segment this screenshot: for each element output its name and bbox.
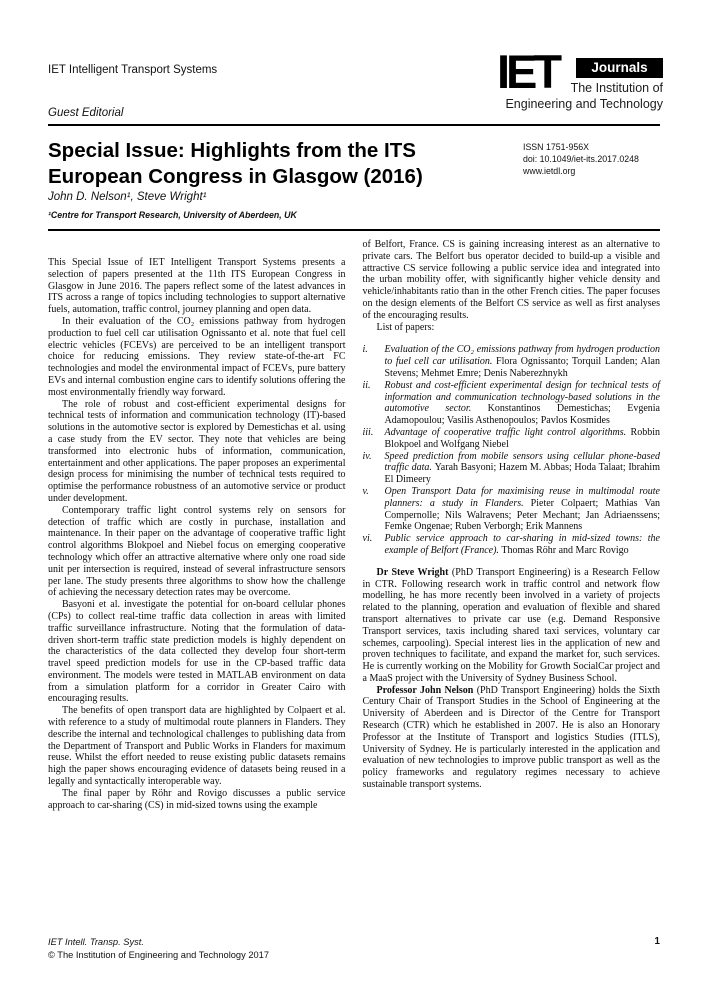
paper-number: iv.	[362, 450, 372, 462]
doi: doi: 10.1049/iet-its.2017.0248	[523, 154, 639, 164]
page-title-line2: European Congress in Glasgow (2016)	[48, 165, 423, 188]
affiliation-line: ¹Centre for Transport Research, University of Aberdeen, UK	[48, 210, 297, 220]
bios	[363, 567, 661, 791]
page-title-line1: Special Issue: Highlights from the ITS	[48, 139, 416, 162]
bio-paragraph: Dr Steve Wright (PhD Transport Engineering) is a Research Fellow in CTR. Following research work in traffic control and network flow modelling, he has more recently been involved in a variety of projects related to the planning, operation and evaluation of flexible and shared transport alternatives to private car use (e.g. Demand Responsive Transport services, taxis including shared taxi services, voluntary car schemes, carpooling). Special interest lies in the application of new and proven techniques to facilitate, and expand the market for, such services. He is currently working on the Mobility for Growth SocialCar project and a MaaS project with the University of Sydney Business School.	[362, 566, 660, 684]
institution-line2: Engineering and Technology	[505, 97, 663, 111]
issn-block	[523, 141, 639, 177]
paragraph: The benefits of open transport data are highlighted by Colpaert et al. with reference to a study of multimodal route planners in Flanders. They describe the internal and technological challenges to publishing data from the Department of Transport and Public Works in Flanders for maximum reuse. Whilst the effort needed to reuse existing public datasets remains high the paper shows encouraging evidence of datasets being reused in a legally and syntactically interoperable way.	[48, 705, 346, 788]
paragraph: The final paper by Röhr and Rovigo discusses a public service approach to car-sharing (CS) in mid-sized towns using the example	[48, 787, 346, 811]
footer-copyright: © The Institution of Engineering and Technology 2017	[48, 949, 270, 960]
paper-number: ii.	[362, 379, 371, 391]
paper-item	[363, 427, 661, 451]
paper-authors: Flora Ognissanto; Torquil Landen; Alan Stevens; Mehmet Emre; Denis Naberezhnykh	[384, 356, 660, 379]
paper-authors: Thomas Röhr and Marc Rovigo	[501, 544, 629, 556]
paragraph: Basyoni et al. investigate the potential for on-board cellular phones (CPs) to collect real-time traffic data collection in areas with limited traffic surveillance infrastructure. Noting that the formulation of data-driven short-term traffic state prediction models is highly dependent on the characteristics of the data collected they develop four short-term travel speed prediction models for use in the CP-based traffic data environment. The models were tested in MATLAB environment on data from a simulation platform for a corridor in Greater Cairo with encouraging results.	[48, 599, 346, 705]
journal-name: IET Intelligent Transport Systems	[48, 64, 218, 76]
paper-authors: Konstantinos Demestichas; Evgenia Adamopoulou; Vasilis Asthenopoulos; Pavlos Kosmides	[384, 403, 660, 427]
paper-title: Public service approach to car-sharing in mid-sized towns: the example of Belfort (France).	[384, 533, 660, 556]
journals-badge: Journals	[576, 58, 663, 78]
paper-title: Open Transport Data for maximising reuse in multimodal route planners: a study in Flanders.	[384, 485, 660, 509]
paper-number: vi.	[362, 533, 373, 545]
paragraph: of Belfort, France. CS is gaining increasing interest as an alternative to private cars. The Belfort bus operator decided to build-up a visible and attractive CS service following a public service idea and integrated into the urban mobility offer, with significantly higher vehicle density and vehicle/inhabitants ratio than in the other French cities. The paper focuses on the design elements of the Belfort CS service as well as first analyses of the encouraging results.	[362, 239, 660, 321]
bio-name: Dr Steve Wright	[376, 566, 449, 578]
right-column	[363, 239, 661, 811]
papers-list	[363, 344, 661, 556]
paper-item	[363, 451, 661, 486]
paper-authors: Yarah Basyoni; Hazem M. Abbas; Hoda Talaat; Ibrahim El Dimeery	[384, 462, 660, 486]
paper-number: v.	[362, 485, 369, 497]
footer-left	[48, 936, 269, 961]
iet-logo-letters: IET	[497, 45, 559, 98]
paper-title: Robust and cost-efficient experimental design for technical tests of information and communication technology-based solutions in the automotive sector.	[384, 379, 660, 415]
page-number: 1	[654, 936, 660, 947]
section-label: Guest Editorial	[48, 107, 124, 119]
authors-line: John D. Nelson¹, Steve Wright¹	[48, 191, 207, 203]
paper-title: Evaluation of the CO₂ emissions pathway from hydrogen production to fuel cell car utilisation.	[384, 344, 660, 368]
institution-line1: The Institution of	[570, 81, 663, 95]
paper-item	[363, 344, 661, 379]
paragraph: Contemporary traffic light control systems rely on sensors for detection of traffic which are costly in purchase, installation and maintenance. In their paper on the advantage of cooperative traffic light control algorithms Blokpoel and Niebel focus on emerging cooperative technology which offer an attractive alternative where only one road side unit per intersection is required, instead of several infrastructure sensors per lane. The study presents three algorithms to show how the challenge of achieving the necessary detection rates may be overcome.	[48, 504, 346, 599]
paragraph: In their evaluation of the CO₂ emissions pathway from hydrogen production to fuel cell car utilisation Ognissanto et al. note that fuel cell electric vehicles (FCEVs) are perceived to be an intelligent transport choice for reducing emissions. They review state-of-the-art FC technologies and model the environmental impact of FCEVs, pure battery EVs and internal combustion engine cars to identify solutions offering the most environmentally friendly way forward.	[48, 315, 346, 398]
bio-paragraph: Professor John Nelson (PhD Transport Engineering) holds the Sixth Century Chair of Transport Studies in the School of Engineering at the University of Aberdeen and is Director of the Centre for Transport Research (CTR) which he established in 2007. He is also an Honorary Professor at the Institute of Transport and logistics Studies (ITLS), University of Sydney. He is particularly interested in the application and evaluation of new technologies to improve public transport as well as the policy frameworks and regulatory regimes necessary to achieve sustainable transport systems.	[362, 684, 660, 791]
list-heading: List of papers:	[376, 321, 435, 333]
left-column	[48, 239, 346, 811]
journal-url: www.ietdl.org	[523, 166, 576, 176]
paper-number: i.	[362, 344, 368, 356]
paragraph: This Special Issue of IET Intelligent Transport Systems presents a selection of papers presented at the 11th ITS European Congress in Glasgow in June 2016. The papers reflect some of the latest advances in ITS across a range of topics including technologies to support alternative fuels, automation, traffic control, journey planning and open data.	[48, 257, 346, 316]
footer-journal-abbrev: IET Intell. Transp. Syst.	[48, 937, 144, 947]
iet-logo	[497, 45, 663, 114]
paper-authors: Robbin Blokpoel and Wolfgang Niebel	[384, 426, 660, 450]
bio-name: Professor John Nelson	[376, 684, 474, 696]
paper-item	[363, 486, 661, 533]
issn: ISSN 1751-956X	[523, 142, 590, 152]
header-divider	[48, 124, 660, 126]
paper-authors: Pieter Colpaert; Mathias Van Compernolle; Nils Walravens; Peter Mechant; Jan Adriaenssens; Femke Ongenae; Ruben Verborgh; Erik Mannens	[384, 497, 661, 533]
paper-number: iii.	[362, 426, 374, 438]
paper-title: Speed prediction from mobile sensors using cellular phone-based traffic data.	[384, 450, 660, 474]
paragraph: The role of robust and cost-efficient experimental designs for technical tests of information and communication technology (IT)-based solutions in the automotive sector is explored by Demestichas et al. using a case study from the EV sector. They note that vehicles are being transformed into electronic hubs of information, communication, entertainment and other applications. The paper proposes an experimental design process for minimising the number of technical tests required to optimise the performance robustness of an automotive service or product under development.	[48, 398, 346, 504]
body-columns	[48, 239, 660, 811]
paper-item	[363, 533, 661, 557]
title-divider	[48, 229, 660, 231]
paper-item	[363, 380, 661, 427]
page-title	[48, 138, 423, 190]
paper-title: Advantage of cooperative traffic light control algorithms.	[384, 426, 631, 438]
